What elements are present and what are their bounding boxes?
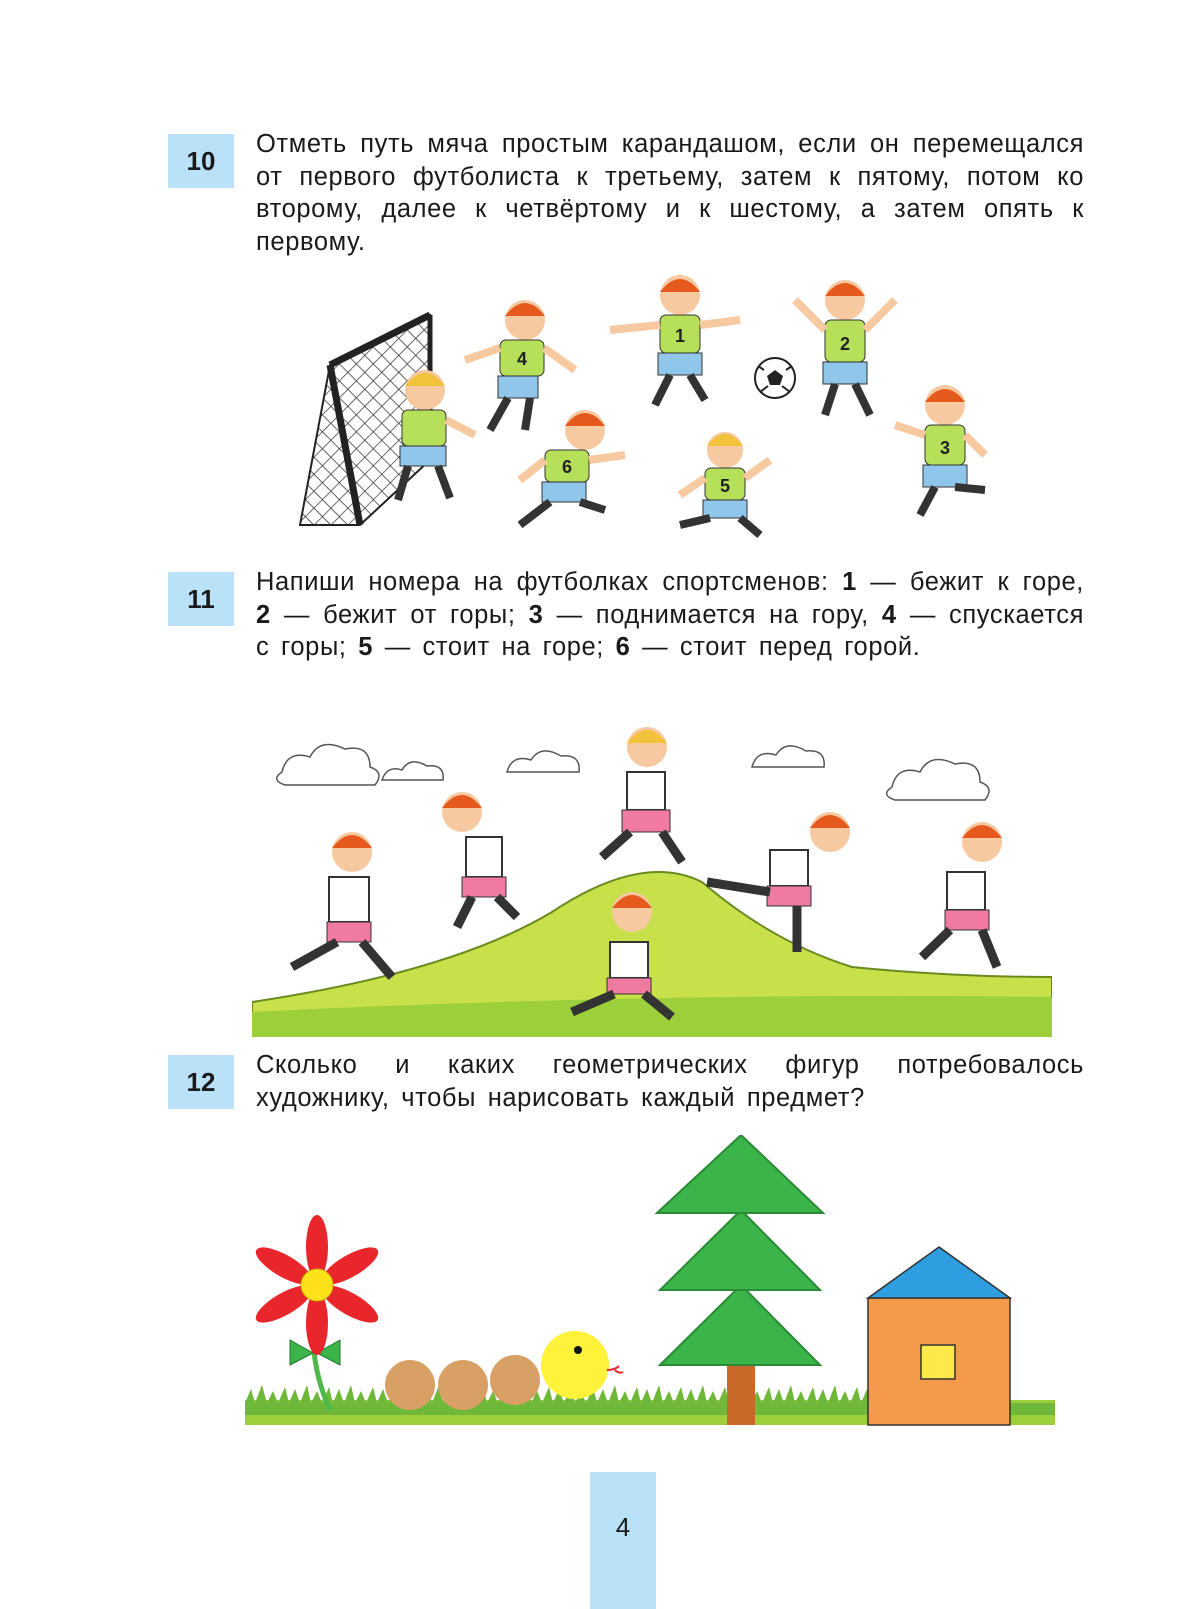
page-number: 4 [615, 1512, 631, 1542]
svg-text:6: 6 [561, 457, 573, 477]
task-number: 10 [186, 145, 216, 176]
task-number-badge [168, 134, 234, 188]
football-players-illustration [280, 270, 1020, 540]
svg-text:4: 4 [516, 349, 528, 369]
fir-tree [657, 1135, 823, 1425]
text-part: — бежит к горе, [856, 568, 1084, 596]
page-number-tab [590, 1472, 656, 1609]
task-number-badge [168, 1055, 234, 1109]
text-part: Напиши номера на футболках спортсменов: [256, 568, 843, 596]
text-part: — стоит на горе; [373, 633, 616, 661]
player-6 [520, 410, 625, 525]
hill-player [602, 727, 682, 862]
hill-player [922, 822, 1002, 967]
text-part: — поднимается на гору, [543, 600, 882, 629]
svg-text:2: 2 [839, 334, 851, 354]
task-number: 11 [187, 583, 215, 614]
task-text: Отметь путь мяча простым карандашом, если он перемещался от первого футболиста к третьему, затем к пятому, потом ко второму, далее к четвёртому и к шестому, а затем опять к первому. [256, 130, 1084, 256]
text-part: — бежит от горы; [270, 600, 529, 629]
svg-text:5: 5 [719, 476, 731, 496]
soccer-ball [755, 358, 795, 398]
geometric-figures-illustration [245, 1135, 1055, 1435]
task-text [256, 566, 1084, 664]
text-part-bold: 2 [256, 600, 271, 629]
hill-players-illustration [252, 712, 1052, 1037]
player-2 [795, 280, 895, 415]
player-5 [680, 432, 770, 535]
goalkeeper [398, 370, 475, 500]
player-1 [610, 275, 740, 405]
svg-text:3: 3 [939, 438, 951, 458]
text-part: — стоит перед горой. [630, 633, 921, 661]
hill-player [442, 792, 517, 927]
text-part-bold: 3 [528, 600, 544, 629]
text-part-bold: 1 [842, 568, 857, 596]
house [868, 1247, 1010, 1425]
text-part-bold: 4 [881, 600, 897, 629]
player-3 [895, 385, 985, 515]
caterpillar [385, 1331, 623, 1410]
task-number-badge [168, 572, 234, 626]
task-number: 12 [186, 1066, 216, 1097]
text-part-bold: 5 [358, 633, 374, 661]
text-part-bold: 6 [615, 633, 631, 661]
svg-text:1: 1 [674, 326, 686, 346]
text-part: — спускается с горы; [256, 600, 1084, 661]
task-text: Сколько и каких геометрических фигур потребовалось художнику, чтобы нарисовать каждый предмет? [256, 1051, 1084, 1112]
hill-player [292, 832, 392, 977]
player-4 [465, 300, 575, 430]
flower [251, 1215, 383, 1410]
